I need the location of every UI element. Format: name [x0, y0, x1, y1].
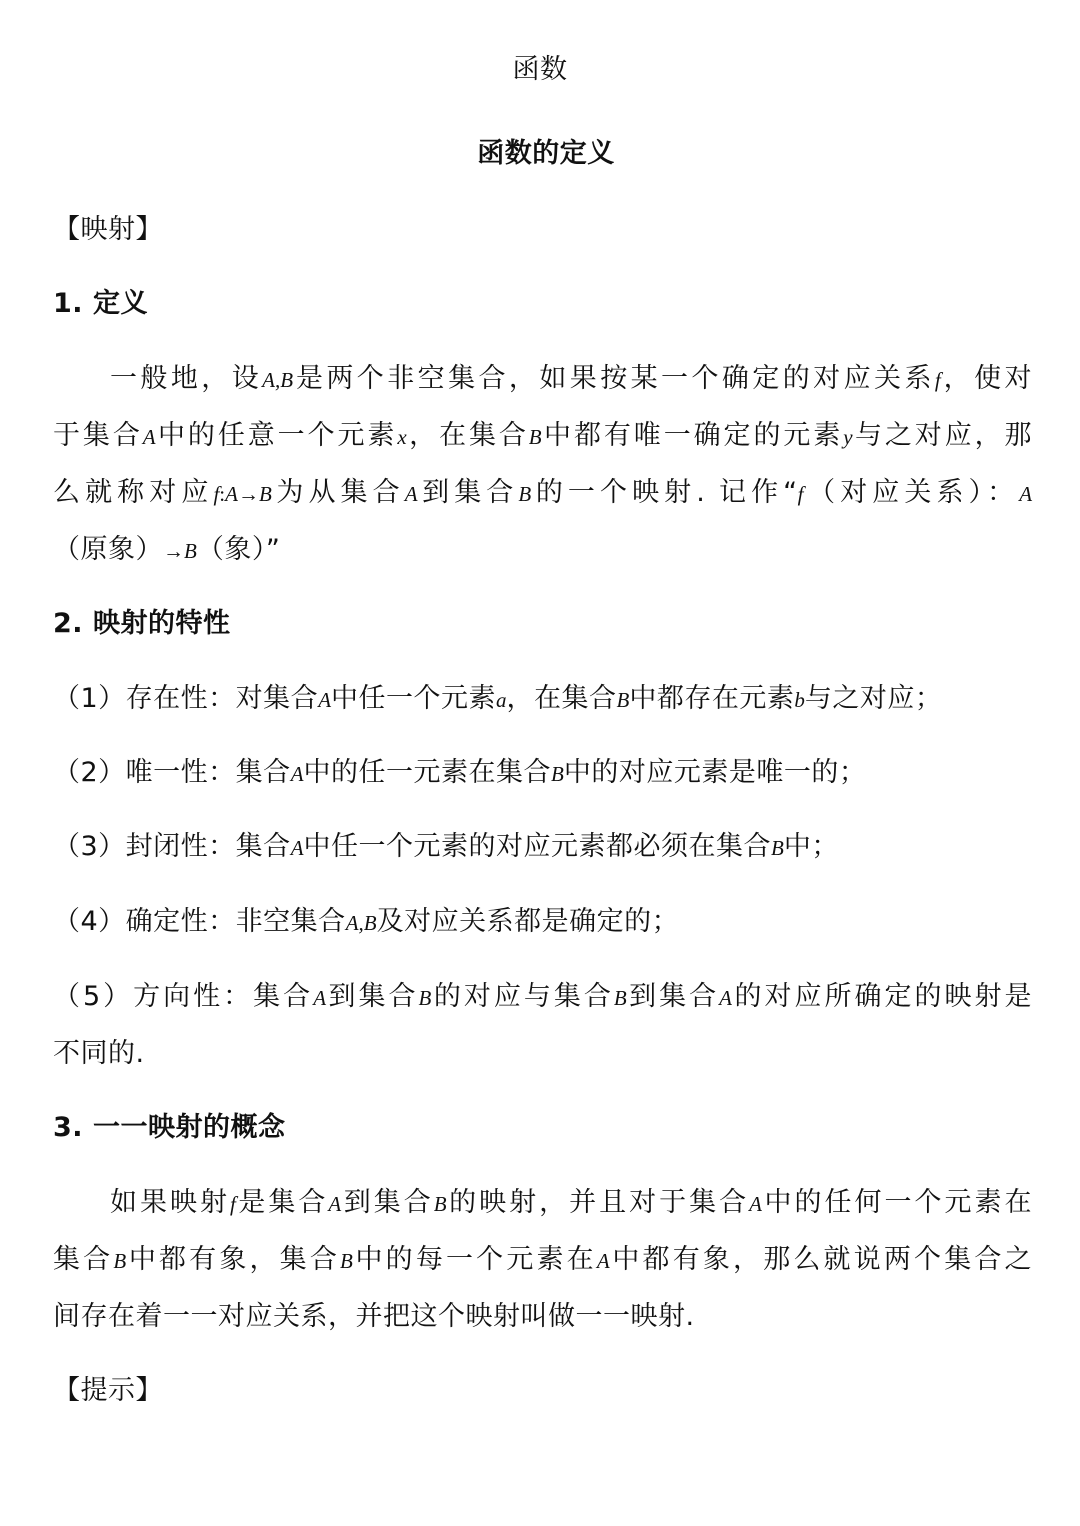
text: 到集合 — [341, 1187, 434, 1218]
text: 中任一个元素的对应元素都必须在集合 — [303, 831, 772, 862]
property-direction-line-1 — [53, 979, 1032, 1016]
text: 中任一个元素 — [331, 683, 497, 714]
heading-bijection-text: 3. 一一映射的概念 — [53, 1112, 286, 1143]
text: 与之对应； — [804, 683, 943, 714]
text: （1）存在性：对集合 — [53, 683, 319, 714]
heading-tip — [53, 1373, 1032, 1409]
text: 中的任何一个元素在 — [761, 1187, 1033, 1218]
text: ，在集合 — [406, 420, 529, 451]
math: B — [184, 539, 197, 563]
heading-bijection — [53, 1110, 1032, 1146]
text: （5）方向性：集合 — [53, 981, 314, 1012]
text: 为从集合 — [271, 477, 405, 508]
math: B — [518, 482, 532, 506]
text: 及对应关系都是确定的； — [376, 906, 680, 937]
math: f — [934, 368, 941, 392]
text: 中的任意一个元素 — [155, 420, 398, 451]
math: A — [225, 482, 238, 506]
math: f — [230, 1192, 236, 1216]
text: 的对应所确定的映射是 — [732, 981, 1032, 1012]
text: 集合 — [53, 1244, 114, 1275]
text: 的对应与集合 — [431, 981, 614, 1012]
math: x — [397, 425, 407, 449]
math: : — [219, 482, 226, 506]
text: 一般地，设 — [110, 363, 263, 394]
heading-tip-text: 【提示】 — [53, 1375, 163, 1406]
heading-definition — [53, 286, 1032, 322]
text: 中都存在元素 — [629, 683, 795, 714]
heading-mapping — [53, 212, 1032, 248]
heading-definition-text: 1. 定义 — [53, 288, 148, 319]
text: 于集合 — [53, 420, 143, 451]
text: 中都有象，那么就说两个集合之 — [609, 1244, 1033, 1275]
math: A — [596, 1249, 610, 1273]
text: 到集合 — [417, 477, 519, 508]
text: 么就称对应 — [53, 477, 214, 508]
math: A — [749, 1192, 762, 1216]
heading-properties-text: 2. 映射的特性 — [53, 608, 231, 639]
math: f — [797, 482, 804, 506]
definition-line-1 — [110, 361, 1032, 398]
text: 中的每一个元素在 — [352, 1244, 597, 1275]
property-uniqueness — [53, 755, 1032, 792]
text: 是集合 — [235, 1187, 329, 1218]
math: B — [113, 1249, 127, 1273]
section-title — [0, 136, 1080, 172]
heading-properties — [53, 606, 1032, 642]
math: B — [551, 762, 564, 786]
text: 的映射，并且对于集合 — [446, 1187, 750, 1218]
math: B — [616, 688, 630, 712]
math: A — [318, 688, 332, 712]
text: 与之对应，那 — [852, 420, 1033, 451]
text: 中； — [783, 831, 839, 862]
math: A — [290, 836, 304, 860]
math: A — [719, 986, 732, 1010]
definition-line-2 — [53, 418, 1032, 455]
text: 不同的. — [53, 1038, 145, 1069]
math: B — [613, 986, 627, 1010]
page-title — [0, 52, 1080, 88]
math: f — [213, 482, 220, 506]
math: A — [404, 482, 418, 506]
text: 中的对应元素是唯一的； — [563, 757, 867, 788]
text: （3）封闭性：集合 — [53, 831, 291, 862]
definition-line-3 — [53, 475, 1032, 512]
math: B — [418, 986, 432, 1010]
property-closure — [53, 829, 1032, 866]
math: B — [528, 425, 542, 449]
math: B — [258, 482, 272, 506]
text: （2）唯一性：集合 — [53, 757, 291, 788]
definition-line-4 — [53, 532, 1032, 569]
math: B — [433, 1192, 447, 1216]
property-existence — [53, 681, 1032, 718]
text: 的一个映射. 记作“ — [531, 477, 798, 508]
text: 到集合 — [626, 981, 720, 1012]
text: 间存在着一一对应关系，并把这个映射叫做一一映射. — [53, 1301, 695, 1332]
text: 到集合 — [326, 981, 419, 1012]
page-title-text: 函数 — [512, 54, 568, 85]
section-title-text: 函数的定义 — [477, 138, 615, 169]
math: A — [142, 425, 156, 449]
text: ，在集合 — [506, 683, 617, 714]
math: b — [794, 688, 805, 712]
property-direction-line-2 — [53, 1036, 1032, 1072]
math: y — [843, 425, 853, 449]
math: A — [328, 1192, 342, 1216]
math: A,B — [262, 368, 294, 392]
math: A — [290, 762, 304, 786]
bijection-line-3 — [53, 1299, 1032, 1335]
math: A — [1019, 482, 1033, 506]
text: （对应关系）： — [803, 477, 1020, 508]
text: 中都有象，集合 — [126, 1244, 341, 1275]
heading-mapping-text: 【映射】 — [53, 214, 163, 245]
math: a — [496, 688, 507, 712]
math: A — [313, 986, 327, 1010]
math: → — [163, 539, 184, 563]
bijection-line-1 — [110, 1185, 1032, 1222]
property-determinacy — [53, 904, 1032, 941]
text: （象）” — [196, 534, 281, 565]
math: A,B — [345, 911, 377, 935]
math: B — [340, 1249, 353, 1273]
text: 中的任一元素在集合 — [303, 757, 552, 788]
text: 是两个非空集合，如果按某一个确定的对应关系 — [293, 363, 935, 394]
text: （4）确定性：非空集合 — [53, 906, 346, 937]
text: 如果映射 — [110, 1187, 231, 1218]
bijection-line-2 — [53, 1242, 1032, 1279]
text: 中都有唯一确定的元素 — [541, 420, 844, 451]
text: （原象） — [53, 534, 163, 565]
math: B — [771, 836, 784, 860]
text: ，使对 — [940, 363, 1033, 394]
math: → — [237, 482, 259, 506]
